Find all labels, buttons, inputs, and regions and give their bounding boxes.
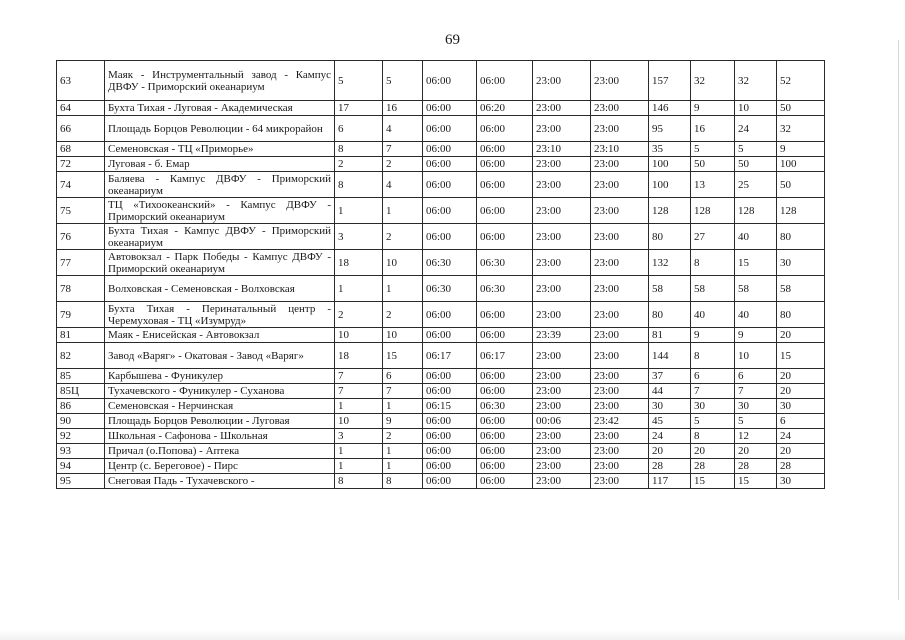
end-time-a-cell: 23:00 <box>533 474 591 489</box>
vehicles-min-cell: 1 <box>383 399 423 414</box>
end-time-b-cell: 23:00 <box>591 116 649 142</box>
route-name-cell: Автовокзал - Парк Победы - Кампус ДВФУ - Приморский океанариум <box>105 250 335 276</box>
start-time-a-cell: 06:00 <box>423 157 477 172</box>
end-time-a-cell: 23:00 <box>533 399 591 414</box>
route-number-cell: 77 <box>57 250 105 276</box>
interval-day-cell: 58 <box>735 276 777 302</box>
route-number-cell: 95 <box>57 474 105 489</box>
start-time-a-cell: 06:00 <box>423 224 477 250</box>
vehicles-min-cell: 2 <box>383 429 423 444</box>
end-time-b-cell: 23:00 <box>591 101 649 116</box>
interval-peak-cell: 5 <box>691 142 735 157</box>
interval-peak-cell: 8 <box>691 429 735 444</box>
table-row <box>57 399 825 414</box>
interval-evening-cell: 58 <box>777 276 825 302</box>
table-row <box>57 116 825 142</box>
route-name-cell: Луговая - б. Емар <box>105 157 335 172</box>
start-time-b-cell: 06:00 <box>477 444 533 459</box>
route-length-cell: 100 <box>649 172 691 198</box>
scan-edge <box>898 40 899 600</box>
start-time-b-cell: 06:17 <box>477 343 533 369</box>
start-time-a-cell: 06:15 <box>423 399 477 414</box>
interval-peak-cell: 30 <box>691 399 735 414</box>
route-number-cell: 64 <box>57 101 105 116</box>
route-name-cell: Маяк - Инструментальный завод - Кампус ДВФУ - Приморский океанариум <box>105 61 335 101</box>
vehicles-min-cell: 16 <box>383 101 423 116</box>
table-row <box>57 172 825 198</box>
interval-day-cell: 5 <box>735 142 777 157</box>
table-row <box>57 444 825 459</box>
interval-peak-cell: 8 <box>691 343 735 369</box>
end-time-b-cell: 23:42 <box>591 414 649 429</box>
end-time-a-cell: 23:00 <box>533 276 591 302</box>
start-time-b-cell: 06:00 <box>477 198 533 224</box>
start-time-a-cell: 06:00 <box>423 459 477 474</box>
route-length-cell: 81 <box>649 328 691 343</box>
interval-evening-cell: 20 <box>777 444 825 459</box>
end-time-a-cell: 23:00 <box>533 302 591 328</box>
interval-day-cell: 7 <box>735 384 777 399</box>
route-name-cell: Карбышева - Фуникулер <box>105 369 335 384</box>
table-row <box>57 142 825 157</box>
table-row <box>57 101 825 116</box>
interval-evening-cell: 24 <box>777 429 825 444</box>
interval-evening-cell: 20 <box>777 369 825 384</box>
interval-peak-cell: 5 <box>691 414 735 429</box>
interval-peak-cell: 13 <box>691 172 735 198</box>
start-time-b-cell: 06:00 <box>477 459 533 474</box>
route-number-cell: 74 <box>57 172 105 198</box>
vehicles-total-cell: 2 <box>335 302 383 328</box>
interval-day-cell: 10 <box>735 101 777 116</box>
interval-evening-cell: 52 <box>777 61 825 101</box>
vehicles-min-cell: 1 <box>383 459 423 474</box>
vehicles-min-cell: 2 <box>383 157 423 172</box>
end-time-b-cell: 23:00 <box>591 429 649 444</box>
end-time-a-cell: 00:06 <box>533 414 591 429</box>
route-length-cell: 157 <box>649 61 691 101</box>
route-name-cell: Площадь Борцов Революции - 64 микрорайон <box>105 116 335 142</box>
interval-day-cell: 10 <box>735 343 777 369</box>
end-time-b-cell: 23:00 <box>591 172 649 198</box>
start-time-b-cell: 06:00 <box>477 157 533 172</box>
interval-peak-cell: 9 <box>691 101 735 116</box>
interval-evening-cell: 50 <box>777 172 825 198</box>
vehicles-total-cell: 3 <box>335 224 383 250</box>
page-number: 69 <box>445 32 460 48</box>
start-time-b-cell: 06:00 <box>477 172 533 198</box>
vehicles-min-cell: 7 <box>383 142 423 157</box>
start-time-a-cell: 06:00 <box>423 172 477 198</box>
table-row <box>57 302 825 328</box>
end-time-b-cell: 23:00 <box>591 302 649 328</box>
interval-evening-cell: 20 <box>777 328 825 343</box>
interval-day-cell: 24 <box>735 116 777 142</box>
end-time-a-cell: 23:00 <box>533 172 591 198</box>
route-number-cell: 85 <box>57 369 105 384</box>
route-number-cell: 94 <box>57 459 105 474</box>
route-name-cell: Снеговая Падь - Тухачевского - <box>105 474 335 489</box>
table-row <box>57 198 825 224</box>
end-time-a-cell: 23:00 <box>533 384 591 399</box>
route-length-cell: 128 <box>649 198 691 224</box>
interval-evening-cell: 15 <box>777 343 825 369</box>
start-time-a-cell: 06:00 <box>423 369 477 384</box>
route-name-cell: Бухта Тихая - Кампус ДВФУ - Приморский океанариум <box>105 224 335 250</box>
route-number-cell: 90 <box>57 414 105 429</box>
start-time-a-cell: 06:00 <box>423 116 477 142</box>
route-length-cell: 20 <box>649 444 691 459</box>
interval-evening-cell: 6 <box>777 414 825 429</box>
end-time-a-cell: 23:00 <box>533 369 591 384</box>
interval-peak-cell: 20 <box>691 444 735 459</box>
vehicles-min-cell: 15 <box>383 343 423 369</box>
table-row <box>57 343 825 369</box>
end-time-b-cell: 23:00 <box>591 444 649 459</box>
end-time-b-cell: 23:10 <box>591 142 649 157</box>
vehicles-total-cell: 7 <box>335 384 383 399</box>
end-time-b-cell: 23:00 <box>591 343 649 369</box>
route-name-cell: Семеновская - Нерчинская <box>105 399 335 414</box>
end-time-a-cell: 23:00 <box>533 459 591 474</box>
end-time-b-cell: 23:00 <box>591 61 649 101</box>
interval-peak-cell: 6 <box>691 369 735 384</box>
interval-peak-cell: 58 <box>691 276 735 302</box>
interval-peak-cell: 128 <box>691 198 735 224</box>
vehicles-total-cell: 18 <box>335 250 383 276</box>
interval-evening-cell: 80 <box>777 224 825 250</box>
end-time-b-cell: 23:00 <box>591 224 649 250</box>
start-time-a-cell: 06:00 <box>423 101 477 116</box>
start-time-b-cell: 06:30 <box>477 276 533 302</box>
route-number-cell: 86 <box>57 399 105 414</box>
end-time-b-cell: 23:00 <box>591 474 649 489</box>
end-time-a-cell: 23:00 <box>533 250 591 276</box>
table-row <box>57 328 825 343</box>
route-name-cell: Баляева - Кампус ДВФУ - Приморский океанариум <box>105 172 335 198</box>
interval-peak-cell: 40 <box>691 302 735 328</box>
interval-day-cell: 32 <box>735 61 777 101</box>
route-length-cell: 30 <box>649 399 691 414</box>
vehicles-total-cell: 7 <box>335 369 383 384</box>
interval-day-cell: 15 <box>735 474 777 489</box>
interval-peak-cell: 28 <box>691 459 735 474</box>
route-length-cell: 24 <box>649 429 691 444</box>
interval-day-cell: 30 <box>735 399 777 414</box>
start-time-a-cell: 06:00 <box>423 142 477 157</box>
start-time-b-cell: 06:00 <box>477 142 533 157</box>
route-length-cell: 35 <box>649 142 691 157</box>
vehicles-total-cell: 5 <box>335 61 383 101</box>
end-time-a-cell: 23:00 <box>533 116 591 142</box>
start-time-a-cell: 06:30 <box>423 276 477 302</box>
vehicles-min-cell: 7 <box>383 384 423 399</box>
vehicles-total-cell: 1 <box>335 198 383 224</box>
interval-evening-cell: 30 <box>777 474 825 489</box>
route-length-cell: 132 <box>649 250 691 276</box>
interval-day-cell: 28 <box>735 459 777 474</box>
table-body <box>57 61 825 489</box>
start-time-b-cell: 06:00 <box>477 429 533 444</box>
table-row <box>57 276 825 302</box>
interval-evening-cell: 80 <box>777 302 825 328</box>
start-time-b-cell: 06:00 <box>477 61 533 101</box>
end-time-a-cell: 23:00 <box>533 343 591 369</box>
vehicles-total-cell: 8 <box>335 142 383 157</box>
interval-evening-cell: 100 <box>777 157 825 172</box>
vehicles-min-cell: 8 <box>383 474 423 489</box>
vehicles-total-cell: 1 <box>335 444 383 459</box>
route-schedule-table <box>56 60 825 489</box>
vehicles-min-cell: 4 <box>383 172 423 198</box>
route-length-cell: 58 <box>649 276 691 302</box>
vehicles-total-cell: 1 <box>335 459 383 474</box>
scan-shadow <box>0 630 905 640</box>
table-row <box>57 369 825 384</box>
route-name-cell: Бухта Тихая - Перинатальный центр - Черемуховая - ТЦ «Изумруд» <box>105 302 335 328</box>
interval-day-cell: 6 <box>735 369 777 384</box>
route-length-cell: 80 <box>649 224 691 250</box>
route-number-cell: 68 <box>57 142 105 157</box>
start-time-a-cell: 06:00 <box>423 414 477 429</box>
start-time-b-cell: 06:30 <box>477 399 533 414</box>
route-number-cell: 79 <box>57 302 105 328</box>
route-length-cell: 44 <box>649 384 691 399</box>
interval-peak-cell: 15 <box>691 474 735 489</box>
start-time-a-cell: 06:00 <box>423 384 477 399</box>
start-time-a-cell: 06:00 <box>423 444 477 459</box>
vehicles-min-cell: 6 <box>383 369 423 384</box>
start-time-a-cell: 06:00 <box>423 61 477 101</box>
table-row <box>57 250 825 276</box>
end-time-a-cell: 23:39 <box>533 328 591 343</box>
interval-evening-cell: 50 <box>777 101 825 116</box>
end-time-a-cell: 23:10 <box>533 142 591 157</box>
start-time-b-cell: 06:00 <box>477 474 533 489</box>
start-time-b-cell: 06:00 <box>477 224 533 250</box>
route-number-cell: 92 <box>57 429 105 444</box>
route-name-cell: Волховская - Семеновская - Волховская <box>105 276 335 302</box>
end-time-a-cell: 23:00 <box>533 224 591 250</box>
end-time-b-cell: 23:00 <box>591 250 649 276</box>
route-number-cell: 82 <box>57 343 105 369</box>
start-time-a-cell: 06:17 <box>423 343 477 369</box>
interval-peak-cell: 16 <box>691 116 735 142</box>
route-length-cell: 37 <box>649 369 691 384</box>
start-time-b-cell: 06:00 <box>477 302 533 328</box>
vehicles-total-cell: 17 <box>335 101 383 116</box>
route-name-cell: ТЦ «Тихоокеанский» - Кампус ДВФУ - Приморский океанариум <box>105 198 335 224</box>
interval-evening-cell: 30 <box>777 399 825 414</box>
interval-day-cell: 5 <box>735 414 777 429</box>
route-number-cell: 81 <box>57 328 105 343</box>
end-time-a-cell: 23:00 <box>533 61 591 101</box>
start-time-a-cell: 06:00 <box>423 429 477 444</box>
interval-day-cell: 40 <box>735 224 777 250</box>
interval-evening-cell: 32 <box>777 116 825 142</box>
route-length-cell: 28 <box>649 459 691 474</box>
route-name-cell: Центр (с. Береговое) - Пирс <box>105 459 335 474</box>
end-time-b-cell: 23:00 <box>591 276 649 302</box>
table-row <box>57 474 825 489</box>
route-length-cell: 146 <box>649 101 691 116</box>
table-row <box>57 414 825 429</box>
table-row <box>57 429 825 444</box>
vehicles-total-cell: 1 <box>335 399 383 414</box>
table-row <box>57 384 825 399</box>
route-length-cell: 100 <box>649 157 691 172</box>
start-time-b-cell: 06:00 <box>477 369 533 384</box>
route-number-cell: 93 <box>57 444 105 459</box>
vehicles-total-cell: 8 <box>335 474 383 489</box>
interval-peak-cell: 32 <box>691 61 735 101</box>
route-number-cell: 85Ц <box>57 384 105 399</box>
interval-evening-cell: 28 <box>777 459 825 474</box>
end-time-a-cell: 23:00 <box>533 198 591 224</box>
table-row <box>57 224 825 250</box>
end-time-a-cell: 23:00 <box>533 157 591 172</box>
route-number-cell: 63 <box>57 61 105 101</box>
vehicles-min-cell: 4 <box>383 116 423 142</box>
table-row <box>57 157 825 172</box>
vehicles-total-cell: 18 <box>335 343 383 369</box>
vehicles-total-cell: 1 <box>335 276 383 302</box>
route-name-cell: Завод «Варяг» - Окатовая - Завод «Варяг» <box>105 343 335 369</box>
start-time-a-cell: 06:00 <box>423 328 477 343</box>
table-row <box>57 459 825 474</box>
interval-peak-cell: 27 <box>691 224 735 250</box>
vehicles-total-cell: 3 <box>335 429 383 444</box>
vehicles-total-cell: 10 <box>335 414 383 429</box>
interval-peak-cell: 7 <box>691 384 735 399</box>
vehicles-min-cell: 1 <box>383 198 423 224</box>
end-time-b-cell: 23:00 <box>591 369 649 384</box>
vehicles-min-cell: 10 <box>383 328 423 343</box>
end-time-b-cell: 23:00 <box>591 399 649 414</box>
start-time-b-cell: 06:00 <box>477 414 533 429</box>
route-number-cell: 76 <box>57 224 105 250</box>
route-number-cell: 66 <box>57 116 105 142</box>
route-length-cell: 95 <box>649 116 691 142</box>
route-length-cell: 45 <box>649 414 691 429</box>
vehicles-min-cell: 10 <box>383 250 423 276</box>
interval-evening-cell: 30 <box>777 250 825 276</box>
vehicles-total-cell: 10 <box>335 328 383 343</box>
vehicles-min-cell: 2 <box>383 224 423 250</box>
start-time-b-cell: 06:00 <box>477 328 533 343</box>
end-time-b-cell: 23:00 <box>591 157 649 172</box>
interval-day-cell: 128 <box>735 198 777 224</box>
end-time-a-cell: 23:00 <box>533 444 591 459</box>
interval-evening-cell: 9 <box>777 142 825 157</box>
route-name-cell: Маяк - Енисейская - Автовокзал <box>105 328 335 343</box>
vehicles-min-cell: 5 <box>383 61 423 101</box>
route-name-cell: Причал (о.Попова) - Аптека <box>105 444 335 459</box>
start-time-b-cell: 06:00 <box>477 116 533 142</box>
interval-evening-cell: 128 <box>777 198 825 224</box>
end-time-b-cell: 23:00 <box>591 328 649 343</box>
start-time-b-cell: 06:30 <box>477 250 533 276</box>
interval-day-cell: 15 <box>735 250 777 276</box>
route-name-cell: Площадь Борцов Революции - Луговая <box>105 414 335 429</box>
vehicles-min-cell: 2 <box>383 302 423 328</box>
vehicles-total-cell: 8 <box>335 172 383 198</box>
end-time-b-cell: 23:00 <box>591 384 649 399</box>
end-time-a-cell: 23:00 <box>533 429 591 444</box>
interval-peak-cell: 50 <box>691 157 735 172</box>
interval-evening-cell: 20 <box>777 384 825 399</box>
vehicles-min-cell: 1 <box>383 276 423 302</box>
interval-peak-cell: 8 <box>691 250 735 276</box>
route-number-cell: 75 <box>57 198 105 224</box>
route-name-cell: Бухта Тихая - Луговая - Академическая <box>105 101 335 116</box>
vehicles-total-cell: 2 <box>335 157 383 172</box>
start-time-a-cell: 06:30 <box>423 250 477 276</box>
start-time-a-cell: 06:00 <box>423 474 477 489</box>
route-number-cell: 72 <box>57 157 105 172</box>
start-time-a-cell: 06:00 <box>423 302 477 328</box>
interval-day-cell: 50 <box>735 157 777 172</box>
interval-peak-cell: 9 <box>691 328 735 343</box>
interval-day-cell: 40 <box>735 302 777 328</box>
interval-day-cell: 25 <box>735 172 777 198</box>
route-number-cell: 78 <box>57 276 105 302</box>
route-name-cell: Тухачевского - Фуникулер - Суханова <box>105 384 335 399</box>
interval-day-cell: 9 <box>735 328 777 343</box>
route-length-cell: 117 <box>649 474 691 489</box>
route-length-cell: 80 <box>649 302 691 328</box>
vehicles-min-cell: 1 <box>383 444 423 459</box>
route-name-cell: Школьная - Сафонова - Школьная <box>105 429 335 444</box>
vehicles-min-cell: 9 <box>383 414 423 429</box>
route-name-cell: Семеновская - ТЦ «Приморье» <box>105 142 335 157</box>
interval-day-cell: 20 <box>735 444 777 459</box>
interval-day-cell: 12 <box>735 429 777 444</box>
vehicles-total-cell: 6 <box>335 116 383 142</box>
table-row <box>57 61 825 101</box>
end-time-a-cell: 23:00 <box>533 101 591 116</box>
end-time-b-cell: 23:00 <box>591 459 649 474</box>
end-time-b-cell: 23:00 <box>591 198 649 224</box>
start-time-a-cell: 06:00 <box>423 198 477 224</box>
route-length-cell: 144 <box>649 343 691 369</box>
start-time-b-cell: 06:20 <box>477 101 533 116</box>
start-time-b-cell: 06:00 <box>477 384 533 399</box>
